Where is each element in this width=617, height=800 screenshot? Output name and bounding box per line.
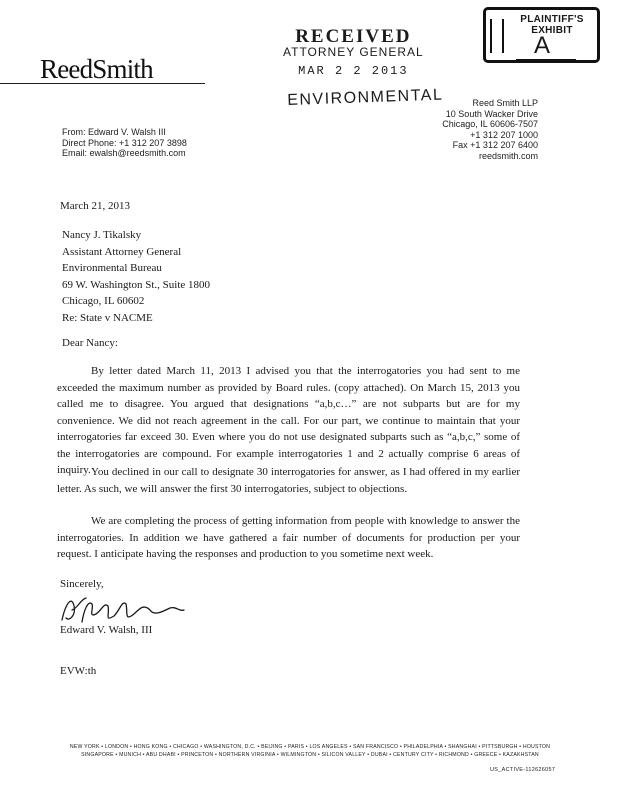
received-stamp bbox=[283, 28, 424, 78]
paragraph-text: By letter dated March 11, 2013 I advised you that the interrogatories you had sent to me exceeded the maximum number as provided by Board rules. (copy attached). On March 15, 2013 you called me to disagree. You argued that designations “a,b,c…” are not subparts but are for my convenience. We did not reach agreement in the call. For our part, we continue to maintain that your interrogatories far exceed 30. Even where you do not use designated subparts such as “a,b,c,” some of the interrogatories are compound. For example interrogatories 1 and 2 actually comprise 6 areas of inquiry. bbox=[57, 365, 520, 476]
body-paragraph-3 bbox=[57, 513, 520, 563]
office-locations-line2: SINGAPORE • MUNICH • ABU DHABI • PRINCETON • NORTHERN VIRGINIA • WILMINGTON • SILICON VALLEY • DUBAI • CENTURY CITY • RICHMOND • GREECE • KAZAKHSTAN bbox=[81, 752, 539, 758]
division-stamp: ENVIRONMENTAL bbox=[287, 86, 444, 109]
sender-block bbox=[62, 127, 187, 159]
received-stamp-subtitle: ATTORNEY GENERAL bbox=[283, 45, 424, 59]
office-locations-line1: NEW YORK • LONDON • HONG KONG • CHICAGO • WASHINGTON, D.C. • BEIJING • PARIS • LOS ANGELES • SAN FRANCISCO • PHILADELPHIA • SHANGHAI • PITTSBURGH • HOUSTON bbox=[69, 744, 551, 750]
firm-web: reedsmith.com bbox=[478, 150, 538, 161]
exhibit-letter: A bbox=[534, 32, 551, 59]
subject-line: Re: State v NACME bbox=[62, 312, 153, 324]
letterhead-rule bbox=[0, 83, 205, 84]
document-id: US_ACTIVE-112626057 bbox=[490, 767, 556, 773]
signer-name: Edward V. Walsh, III bbox=[60, 624, 153, 636]
firm-city: Chicago, IL 60606-7507 bbox=[442, 119, 538, 129]
firm-street: 10 South Wacker Drive bbox=[445, 108, 538, 119]
recipient-title: Assistant Attorney General bbox=[62, 245, 182, 258]
firm-fax: Fax +1 312 207 6400 bbox=[452, 140, 538, 150]
paragraph-text: We are completing the process of getting information from people with knowledge to answer the interrogatories. In addition we have gathered a fair number of documents for production per your request. I anticipate having the responses and production to you sometime next week. bbox=[57, 515, 520, 560]
office-locations bbox=[60, 743, 560, 759]
exhibit-label-line1: PLAINTIFF'S bbox=[520, 14, 584, 25]
recipient-name: Nancy J. Tikalsky bbox=[62, 229, 142, 241]
sender-email: Email: ewalsh@reedsmith.com bbox=[62, 148, 186, 158]
body-paragraph-2 bbox=[57, 464, 520, 497]
exhibit-barcode bbox=[490, 19, 504, 53]
received-stamp-title: RECEIVED bbox=[295, 26, 412, 47]
paragraph-text: You declined in our call to designate 30 interrogatories for answer, as I had offered in my earlier letter. As such, we will answer the first 30 interrogatories, subject to objections. bbox=[57, 466, 520, 495]
exhibit-label bbox=[508, 14, 596, 36]
exhibit-sticker bbox=[483, 7, 600, 63]
exhibit-label-line2: EXHIBIT bbox=[531, 25, 573, 36]
exhibit-underline bbox=[516, 59, 576, 60]
recipient-bureau: Environmental Bureau bbox=[62, 262, 162, 274]
firm-phone: +1 312 207 1000 bbox=[470, 129, 538, 140]
closing: Sincerely, bbox=[60, 578, 104, 590]
body-paragraph-1 bbox=[57, 363, 520, 479]
sender-from: From: Edward V. Walsh III bbox=[62, 127, 166, 137]
sender-phone: Direct Phone: +1 312 207 3898 bbox=[62, 137, 187, 148]
firm-address-block bbox=[420, 98, 538, 161]
typist-initials: EVW:th bbox=[60, 665, 97, 677]
handwritten-signature bbox=[58, 592, 188, 628]
letter-date: March 21, 2013 bbox=[60, 200, 130, 212]
firm-logo: ReedSmith bbox=[40, 54, 153, 84]
firm-name: Reed Smith LLP bbox=[472, 98, 538, 108]
salutation: Dear Nancy: bbox=[62, 337, 118, 349]
recipient-street: 69 W. Washington St., Suite 1800 bbox=[62, 278, 211, 291]
recipient-city: Chicago, IL 60602 bbox=[62, 295, 145, 307]
recipient-address bbox=[62, 227, 210, 310]
received-stamp-date: MAR 2 2 2013 bbox=[298, 64, 409, 78]
